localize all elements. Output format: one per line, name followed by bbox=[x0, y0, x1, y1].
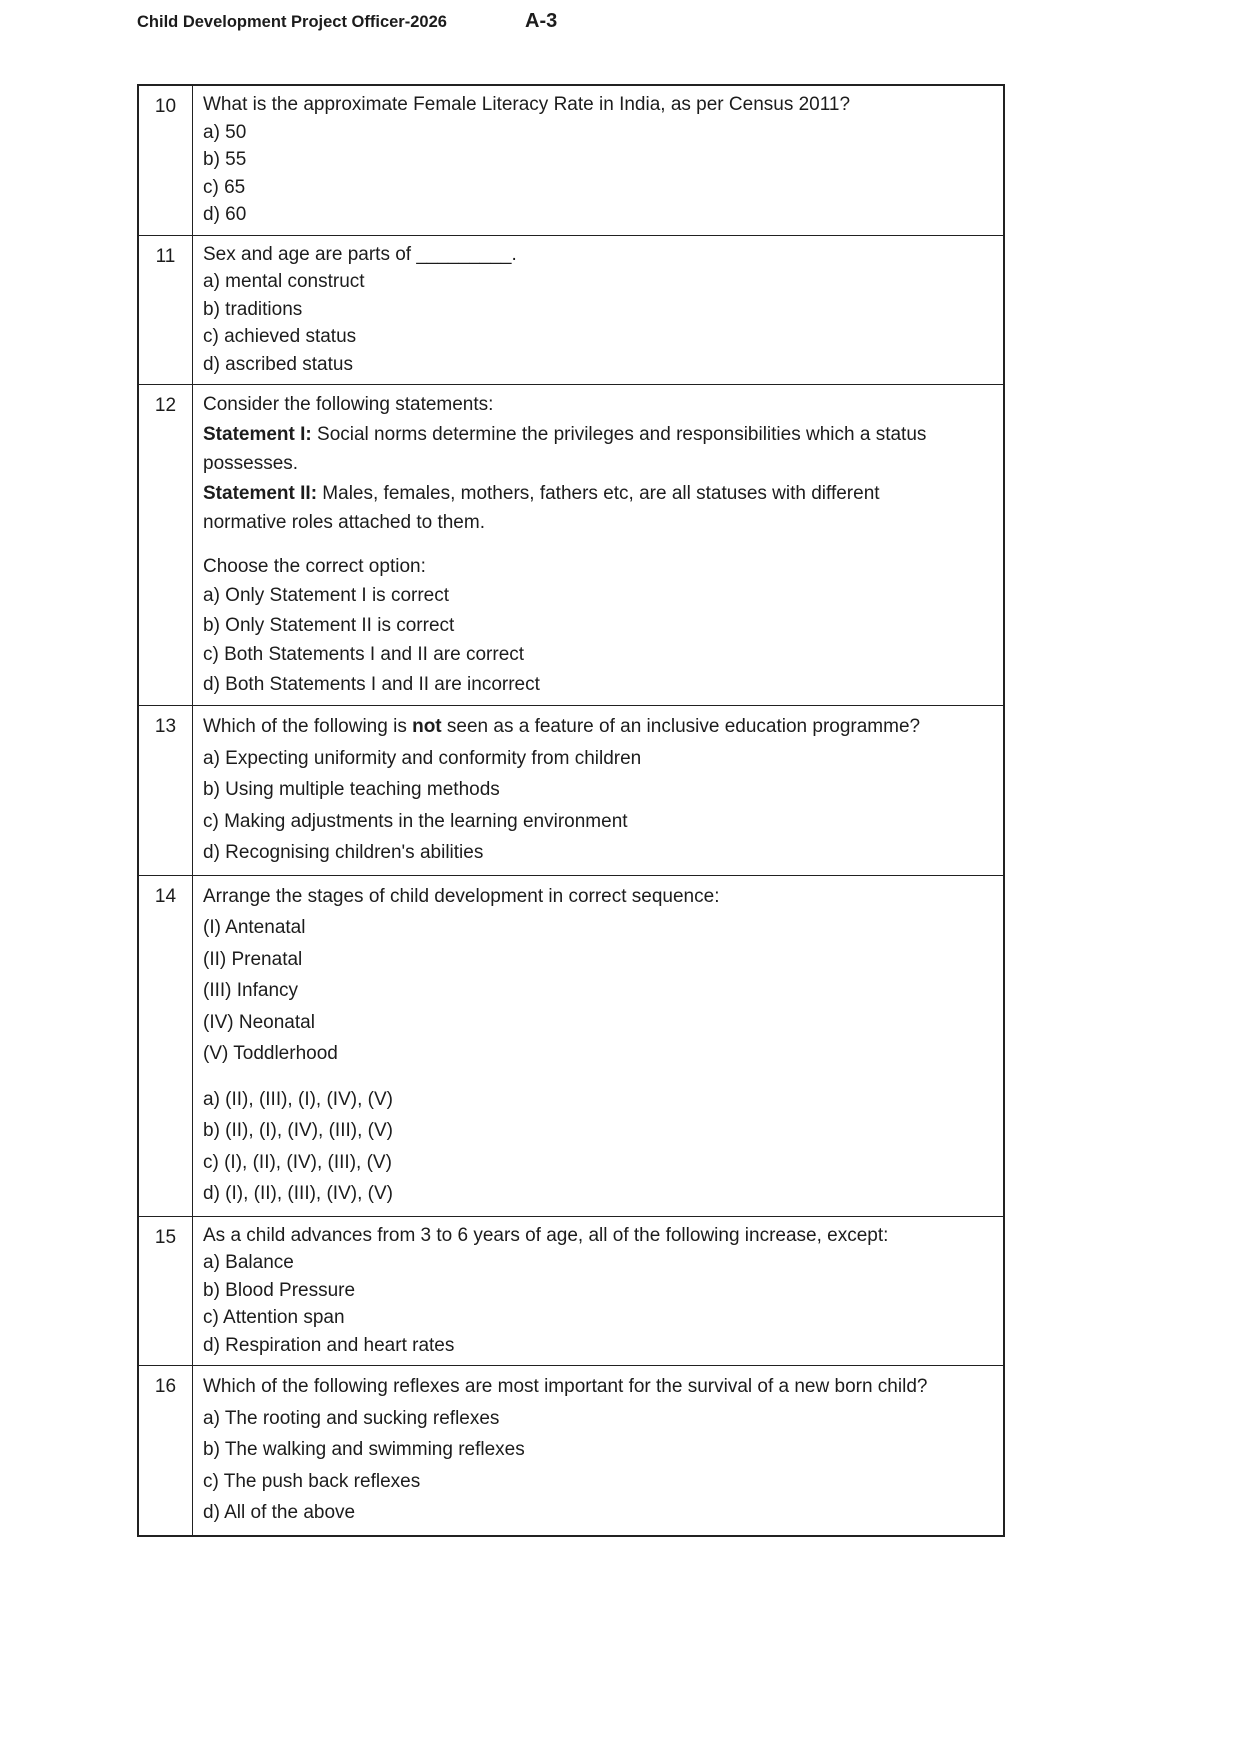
question-line: a) 50 bbox=[203, 121, 247, 143]
question-table bbox=[137, 84, 1005, 1537]
question-line: Which of the following is not seen as a feature of an inclusive education programme? bbox=[203, 716, 921, 737]
question-line: b) (II), (I), (IV), (III), (V) bbox=[203, 1120, 393, 1141]
question-line: b) traditions bbox=[203, 298, 303, 320]
question-line: d) All of the above bbox=[203, 1502, 356, 1523]
question-line: c) achieved status bbox=[203, 326, 357, 347]
question-number: 16 bbox=[154, 1376, 177, 1397]
question-row bbox=[139, 1216, 1003, 1366]
question-row bbox=[139, 235, 1003, 385]
question-line: Arrange the stages of child development in correct sequence: bbox=[203, 885, 720, 907]
question-line: b) Blood Pressure bbox=[203, 1279, 356, 1301]
question-line: Consider the following statements: bbox=[203, 394, 494, 415]
question-line: b) The walking and swimming reflexes bbox=[203, 1439, 525, 1460]
question-line: possesses. bbox=[203, 453, 299, 474]
question-number: 13 bbox=[154, 716, 177, 737]
question-line: d) Both Statements I and II are incorrect bbox=[203, 673, 540, 695]
question-cell bbox=[192, 876, 1003, 1216]
question-line: Choose the correct option: bbox=[203, 555, 426, 577]
question-cell bbox=[192, 1366, 1003, 1535]
question-row bbox=[139, 384, 1003, 705]
question-line: d) ascribed status bbox=[203, 353, 353, 375]
page-footer bbox=[137, 10, 1005, 33]
question-line: (III) Infancy bbox=[203, 980, 299, 1001]
footer-exam-title: Child Development Project Officer-2026 bbox=[137, 13, 447, 31]
blank-line bbox=[203, 538, 989, 552]
question-line: As a child advances from 3 to 6 years of age, all of the following increase, except: bbox=[203, 1224, 889, 1246]
footer-page-code: A-3 bbox=[525, 10, 558, 32]
question-line: (II) Prenatal bbox=[203, 948, 303, 970]
question-number: 15 bbox=[154, 1226, 177, 1248]
question-line: a) Balance bbox=[203, 1252, 294, 1273]
question-number: 14 bbox=[154, 885, 177, 907]
question-line: c) Attention span bbox=[203, 1307, 345, 1328]
question-line: Statement II: Males, females, mothers, fathers etc, are all statuses with different bbox=[203, 482, 880, 504]
blank-line bbox=[203, 1070, 989, 1084]
question-number: 10 bbox=[154, 96, 177, 117]
question-line: a) Expecting uniformity and conformity from children bbox=[203, 747, 642, 769]
question-line: (IV) Neonatal bbox=[203, 1011, 315, 1033]
question-line: (I) Antenatal bbox=[203, 917, 306, 938]
question-line: d) Recognising children's abilities bbox=[203, 842, 484, 863]
question-cell bbox=[192, 86, 1003, 235]
question-line: Sex and age are parts of _________. bbox=[203, 243, 517, 265]
question-line: a) (II), (III), (I), (IV), (V) bbox=[203, 1088, 393, 1110]
question-line: d) 60 bbox=[203, 204, 247, 225]
question-line: (V) Toddlerhood bbox=[203, 1043, 338, 1064]
question-line: a) mental construct bbox=[203, 271, 365, 292]
question-number: 12 bbox=[154, 395, 177, 416]
question-line: d) (I), (II), (III), (IV), (V) bbox=[203, 1183, 393, 1204]
question-cell bbox=[192, 706, 1003, 875]
question-cell bbox=[192, 1217, 1003, 1366]
question-row bbox=[139, 875, 1003, 1216]
question-line: b) 55 bbox=[203, 149, 247, 170]
question-line: a) The rooting and sucking reflexes bbox=[203, 1407, 500, 1429]
question-cell bbox=[192, 236, 1003, 385]
question-row bbox=[139, 86, 1003, 235]
question-cell bbox=[192, 385, 1003, 705]
question-line: c) Both Statements I and II are correct bbox=[203, 644, 525, 665]
question-line: c) (I), (II), (IV), (III), (V) bbox=[203, 1151, 392, 1173]
question-line: Statement I: Social norms determine the privileges and responsibilities which a status bbox=[203, 423, 927, 445]
question-line: c) Making adjustments in the learning environment bbox=[203, 810, 628, 832]
question-line: b) Only Statement II is correct bbox=[203, 614, 455, 636]
question-line: d) Respiration and heart rates bbox=[203, 1334, 455, 1356]
question-line: b) Using multiple teaching methods bbox=[203, 779, 500, 800]
question-line: normative roles attached to them. bbox=[203, 512, 485, 533]
question-line: c) The push back reflexes bbox=[203, 1470, 421, 1492]
question-line: a) Only Statement I is correct bbox=[203, 585, 450, 606]
question-line: What is the approximate Female Literacy Rate in India, as per Census 2011? bbox=[203, 94, 851, 115]
question-line: c) 65 bbox=[203, 176, 246, 198]
question-number: 11 bbox=[155, 245, 176, 267]
question-row bbox=[139, 705, 1003, 875]
question-row bbox=[139, 1365, 1003, 1535]
question-line: Which of the following reflexes are most important for the survival of a new born child? bbox=[203, 1376, 928, 1397]
